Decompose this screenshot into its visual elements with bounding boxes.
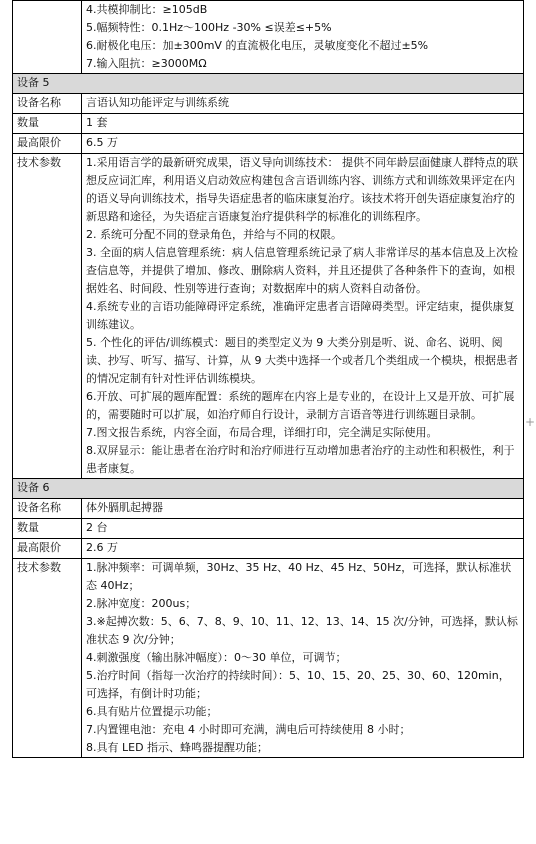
param-paragraph: 1.采用语言学的最新研究成果，语义导向训练技术： 提供不同年龄层面健康人群特点的联想反应词汇库，利用语义启动效应构建包含言语训练内容、训练方式和训练效果评定在内的语义导向训练技术，指导失语症患者的临床康复治疗。该技术将开创失语症康复治疗的新思路和途径，为失语症言语康复治疗提供科学的标准化的训练程序。 bbox=[86, 156, 518, 223]
device-6-qty-row bbox=[13, 519, 524, 539]
param-paragraph: 1.脉冲频率：可调单频，30Hz、35 Hz、40 Hz、45 Hz、50Hz，可选择，默认标准状态 40Hz； bbox=[86, 561, 512, 592]
param-paragraph: 8.具有 LED 指示、蜂鸣器提醒功能； bbox=[86, 741, 269, 754]
param-line: 5.幅频特性：0.1Hz～100Hz -30% ≤误差≤+5% bbox=[86, 21, 332, 34]
param-line: 6.耐极化电压：加±300mV 的直流极化电压，灵敏度变化不超过±5% bbox=[86, 39, 429, 52]
tech-label: 技术参数 bbox=[13, 559, 82, 758]
qty-label: 数量 bbox=[13, 519, 82, 539]
param-paragraph: 6.具有贴片位置提示功能； bbox=[86, 705, 218, 718]
param-line: 7.输入阻抗：≥3000MΩ bbox=[86, 57, 207, 70]
param-paragraph: 6.开放、可扩展的题库配置：系统的题库在内容上是专业的，在设计上又是开放、可扩展的，需要随时可以扩展，如治疗师自行设计，录制方言语音等进行训练题目录制。 bbox=[86, 390, 515, 421]
tech-label: 技术参数 bbox=[13, 154, 82, 479]
param-paragraph: 5.治疗时间（指每一次治疗的持续时间）：5、10、15、20、25、30、60、120min，可选择，有倒计时功能； bbox=[86, 669, 510, 700]
device-6-price: 2.6 万 bbox=[82, 539, 524, 559]
device-6-header-row bbox=[13, 479, 524, 499]
device-6-price-row bbox=[13, 539, 524, 559]
device-5-tech-params bbox=[82, 154, 524, 479]
param-paragraph: 3.※起搏次数：5、6、7、8、9、10、11、12、13、14、15 次/分钟，可选择，默认标准状态 9 次/分钟； bbox=[86, 615, 518, 646]
device-5-price: 6.5 万 bbox=[82, 134, 524, 154]
qty-label: 数量 bbox=[13, 114, 82, 134]
param-paragraph: 3. 全面的病人信息管理系统：病人信息管理系统记录了病人非常详尽的基本信息及上次检查信息等，并提供了增加、修改、删除病人资料，并且还提供了各种条件下的查询，如根据姓名、时间段、性别等进行查询；对数据库中的病人资料自动备份。 bbox=[86, 246, 518, 295]
param-paragraph: 7.内置锂电池：充电 4 小时即可充满，满电后可持续使用 8 小时； bbox=[86, 723, 411, 736]
param-paragraph: 2. 系统可分配不同的登录角色，并给与不同的权限。 bbox=[86, 228, 342, 241]
price-label: 最高限价 bbox=[13, 539, 82, 559]
param-paragraph: 4.刺激强度（输出脉冲幅度）：0～30 单位，可调节； bbox=[86, 651, 347, 664]
param-paragraph: 8.双屏显示：能让患者在治疗时和治疗师进行互动增加患者治疗的主动性和积极性，利于患者康复。 bbox=[86, 444, 515, 475]
price-label: 最高限价 bbox=[13, 134, 82, 154]
name-label: 设备名称 bbox=[13, 499, 82, 519]
continued-params-row bbox=[13, 1, 524, 74]
device-5-name: 言语认知功能评定与训练系统 bbox=[82, 94, 524, 114]
device-6-name-row bbox=[13, 499, 524, 519]
device-6-tech-row bbox=[13, 559, 524, 758]
device-5-qty-row bbox=[13, 114, 524, 134]
plus-icon[interactable]: + bbox=[524, 415, 535, 429]
device-5-qty: 1 套 bbox=[82, 114, 524, 134]
device-6-name: 体外膈肌起搏器 bbox=[82, 499, 524, 519]
param-paragraph: 5. 个性化的评估/训练模式：题目的类型定义为 9 大类分别是听、说、命名、说明、阅读、抄写、听写、描写、计算，从 9 大类中选择一个或者几个类组成一个模块，根据患者的情况定制有针对性评估训练模块。 bbox=[86, 336, 518, 385]
param-line: 4.共模抑制比：≥105dB bbox=[86, 3, 208, 16]
continued-params-cell bbox=[82, 1, 524, 74]
device-6-qty: 2 台 bbox=[82, 519, 524, 539]
device-5-tech-row bbox=[13, 154, 524, 479]
param-paragraph: 4.系统专业的言语功能障碍评定系统，准确评定患者言语障碍类型。评定结束，提供康复训练建议。 bbox=[86, 300, 515, 331]
device-5-section-label: 设备 5 bbox=[13, 74, 524, 94]
param-paragraph: 2.脉冲宽度：200us； bbox=[86, 597, 197, 610]
empty-label-cell bbox=[13, 1, 82, 74]
equipment-spec-table bbox=[12, 0, 524, 758]
device-6-tech-params bbox=[82, 559, 524, 758]
device-5-header-row bbox=[13, 74, 524, 94]
device-5-price-row bbox=[13, 134, 524, 154]
name-label: 设备名称 bbox=[13, 94, 82, 114]
device-6-section-label: 设备 6 bbox=[13, 479, 524, 499]
device-5-name-row bbox=[13, 94, 524, 114]
param-paragraph: 7.图文报告系统，内容全面，布局合理，详细打印，完全满足实际使用。 bbox=[86, 426, 438, 439]
